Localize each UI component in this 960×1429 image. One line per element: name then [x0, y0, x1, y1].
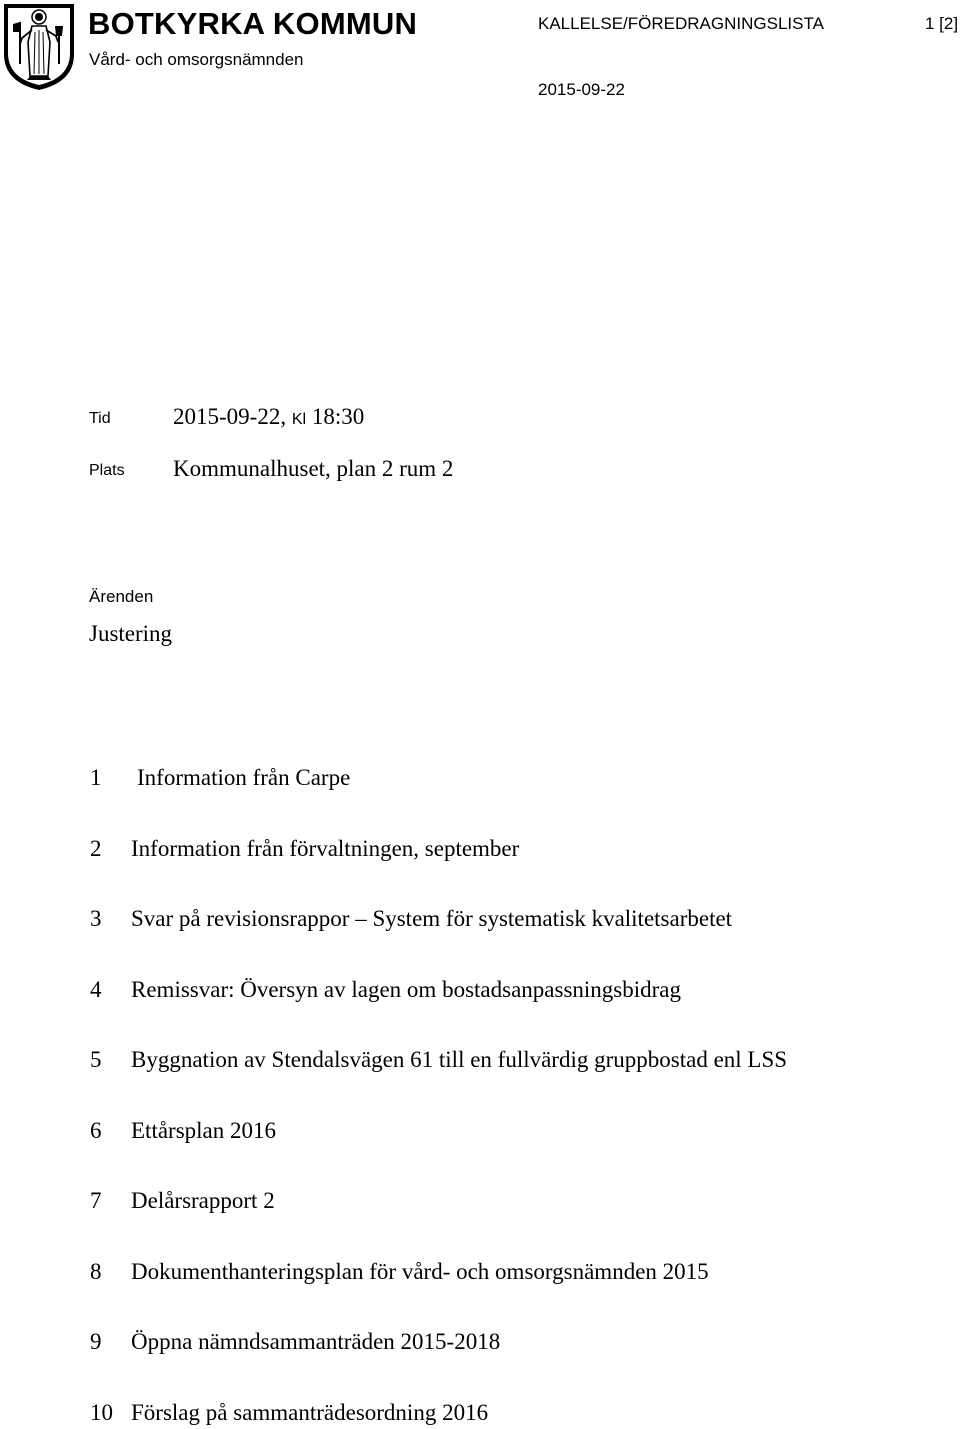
- time-kl: Kl: [291, 411, 307, 428]
- agenda-item-title: Dokumenthanteringsplan för vård- och omsorgsnämnden 2015: [131, 1259, 709, 1284]
- agenda-heading: Ärenden: [89, 587, 154, 606]
- agenda-item-title: Information från Carpe: [137, 765, 351, 790]
- document-date: 2015-09-22: [538, 80, 625, 99]
- place-value: Kommunalhuset, plan 2 rum 2: [173, 456, 454, 481]
- agenda-item-title: Information från förvaltningen, september: [131, 836, 520, 861]
- time-date: 2015-09-22,: [173, 404, 287, 429]
- agenda-item-title: Delårsrapport 2: [131, 1188, 275, 1213]
- page-number: 1 [2]: [925, 14, 959, 33]
- agenda-item-title: Remissvar: Översyn av lagen om bostadsanpassningsbidrag: [131, 977, 681, 1002]
- agenda-item-title: Förslag på sammanträdesordning 2016: [131, 1400, 489, 1425]
- agenda-item-title: Svar på revisionsrappor – System för systematisk kvalitetsarbetet: [131, 906, 733, 931]
- document-type: KALLELSE/FÖREDRAGNINGSLISTA: [538, 14, 824, 33]
- agenda-item-title: Öppna nämndsammanträden 2015-2018: [131, 1329, 501, 1354]
- municipality-coat-of-arms-logo: [2, 2, 76, 92]
- agenda-item-number: 7: [90, 1188, 102, 1213]
- agenda-item-number: 10: [90, 1400, 113, 1425]
- agenda-item-title: Ettårsplan 2016: [131, 1118, 276, 1143]
- agenda-item-number: 9: [90, 1329, 102, 1354]
- agenda-justering: Justering: [89, 621, 173, 646]
- time-label: Tid: [89, 410, 111, 427]
- agenda-item-number: 6: [90, 1118, 102, 1143]
- time-clock: 18:30: [311, 404, 365, 429]
- agenda-item-number: 3: [90, 906, 102, 931]
- agenda-item-number: 2: [90, 836, 102, 861]
- agenda-item-number: 5: [90, 1047, 102, 1072]
- organization-name: BOTKYRKA KOMMUN: [88, 6, 418, 41]
- agenda-item-number: 1: [90, 765, 102, 790]
- place-label: Plats: [89, 462, 125, 479]
- department-name: Vård- och omsorgsnämnden: [89, 50, 304, 69]
- agenda-item-number: 4: [90, 977, 102, 1002]
- time-value: [173, 403, 364, 434]
- agenda-item-title: Byggnation av Stendalsvägen 61 till en fullvärdig gruppbostad enl LSS: [131, 1047, 788, 1072]
- agenda-item-number: 8: [90, 1259, 102, 1284]
